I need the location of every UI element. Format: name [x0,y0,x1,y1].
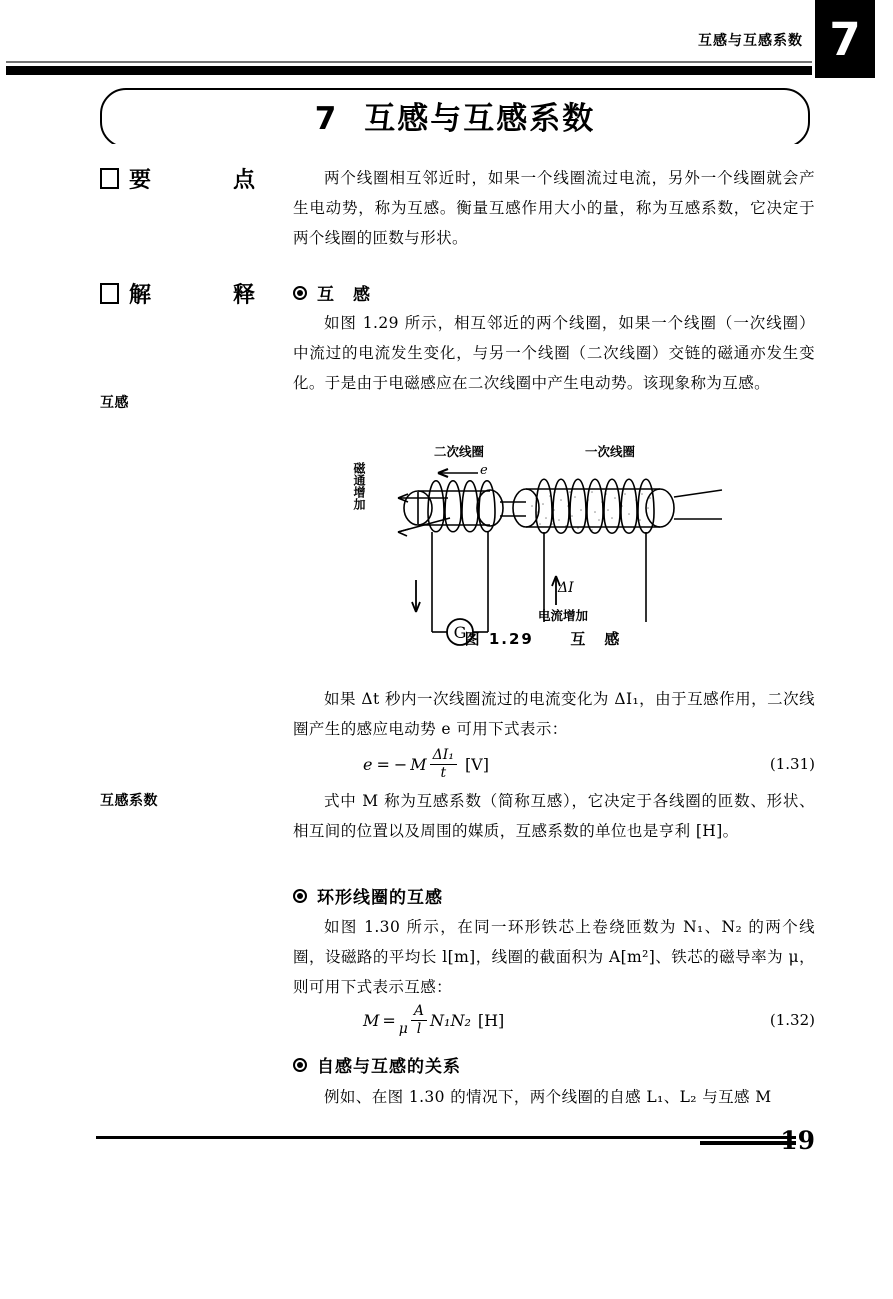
figure-emf-label: e [480,463,488,478]
toroidal-paragraph: 如图 1.30 所示，在同一环形铁芯上卷绕匝数为 N₁、N₂ 的两个线圈，设磁路的平均长 l[m]，线圈的截面积为 A[m²]、铁芯的磁导率为 μ，则可用下式表示互感： [293,918,815,996]
header-rule-thin [6,61,812,63]
toroidal-body [293,912,815,1002]
running-header [0,0,893,90]
explanation-label-char2: 释 [232,283,255,308]
formula-1-31-unit: [V] [464,754,489,774]
formula-1-32-numerator: A [413,1003,425,1019]
page-title-number: 7 [314,101,339,137]
subheading-relation [293,1052,461,1077]
primary-core-shading [531,491,651,531]
key-points-label-char1: 要 [129,168,152,193]
coefficient-paragraph: 式中 M 称为互感系数（简称互感），它决定于各线圈的匝数、形状、相互间的位置以及周围的媒质，互感系数的单位也是亨利 [H]。 [293,792,815,840]
formula-1-32-lhs: M [363,1010,380,1030]
after-figure-body [293,684,815,744]
figure-primary-coil-label: 一次线圈 [585,444,636,459]
page-title [100,93,810,138]
chapter-tab [815,0,875,78]
mutual-induction-body [293,308,815,398]
explanation-label-char1: 解 [129,283,152,308]
formula-1-32-denominator: l [416,1020,422,1037]
formula-1-32 [293,1004,815,1037]
subheading-relation-label: 自感与互感的关系 [317,1057,461,1077]
explanation-label [129,278,255,309]
figure-flux-label: 磁通增加 [352,462,366,510]
key-points-label [129,163,255,194]
square-bullet-icon [100,168,119,189]
formula-1-31-denominator: t [440,764,447,781]
key-points-body [293,163,815,253]
square-bullet-icon [100,283,119,304]
formula-1-31-number: (1.31) [769,755,815,774]
formula-1-32-coefficient: μ [398,1020,408,1037]
coefficient-body [293,786,815,846]
header-title: 互感与互感系数 [698,33,803,49]
subheading-toroidal-label: 环形线圈的互感 [317,888,443,908]
mutual-induction-paragraph: 如图 1.29 所示，相互邻近的两个线圈，如果一个线圈（一次线圈）中流过的电流发生变化，与另一个线圈（二次线圈）交链的磁通亦发生变化。于是由于电磁感应在二次线圈中产生电动势。该现象称为互感。 [293,314,815,392]
ring-bullet-icon [293,889,307,903]
ring-bullet-icon [293,286,307,300]
figure-delta-i-label: ΔI [558,580,574,596]
formula-1-31-sign: − [393,754,408,774]
relation-paragraph: 例如、在图 1.30 的情况下，两个线圈的自感 L₁、L₂ 与互感 M [324,1088,772,1106]
formula-1-31-coefficient: M [410,754,427,774]
key-points-label-char2: 点 [232,168,255,193]
key-points-paragraph: 两个线圈相互邻近时，如果一个线圈流过电流，另外一个线圈就会产生电动势，称为互感。衡量互感作用大小的量，称为互感系数，它决定于两个线圈的匝数与形状。 [293,169,815,247]
figure-secondary-coil-label: 二次线圈 [434,444,485,459]
ring-bullet-icon [293,1058,307,1072]
secondary-current-arrow [412,580,420,612]
figure-1-29-caption [293,628,793,649]
figure-caption-text: 互 感 [570,630,622,648]
formula-1-31-lhs: e [363,754,373,774]
margin-note-mutual-induction: 互感 [100,395,129,411]
formula-1-32-factors: N₁N₂ [430,1010,471,1030]
page-title-text: 互感与互感系数 [364,101,596,137]
header-rule [6,66,812,75]
formula-1-31-fraction [430,748,457,781]
footer-rule [96,1136,796,1139]
key-points-marker [100,163,255,194]
title-banner-mask [102,144,808,158]
formula-1-32-unit: [H] [477,1010,505,1030]
chapter-tab-number: 7 [829,12,861,66]
formula-1-32-number: (1.32) [769,1011,815,1030]
formula-1-31-numerator: ΔI₁ [432,747,454,763]
subheading-toroidal [293,883,443,908]
subheading-mutual-induction [293,280,371,305]
relation-body [293,1082,815,1112]
formula-1-31 [293,748,815,781]
explanation-marker [100,278,255,309]
galvanometer-letter: G [453,623,467,642]
figure-caption-number: 图 1.29 [464,630,534,648]
formula-1-32-equals: = [382,1010,396,1030]
after-figure-paragraph: 如果 Δt 秒内一次线圈流过的电流变化为 ΔI₁，由于互感作用，二次线圈产生的感应电动势 e 可用下式表示： [293,690,815,738]
formula-1-32-fraction [411,1004,427,1037]
formula-1-32-expression [363,1004,504,1037]
figure-current-increase-label: 电流增加 [538,608,589,623]
page-number: 19 [780,1126,815,1155]
formula-1-31-equals: = [376,754,390,774]
subheading-mutual-induction-label: 互 感 [317,285,371,305]
formula-1-31-expression [363,748,489,781]
margin-note-coefficient: 互感系数 [100,793,158,809]
